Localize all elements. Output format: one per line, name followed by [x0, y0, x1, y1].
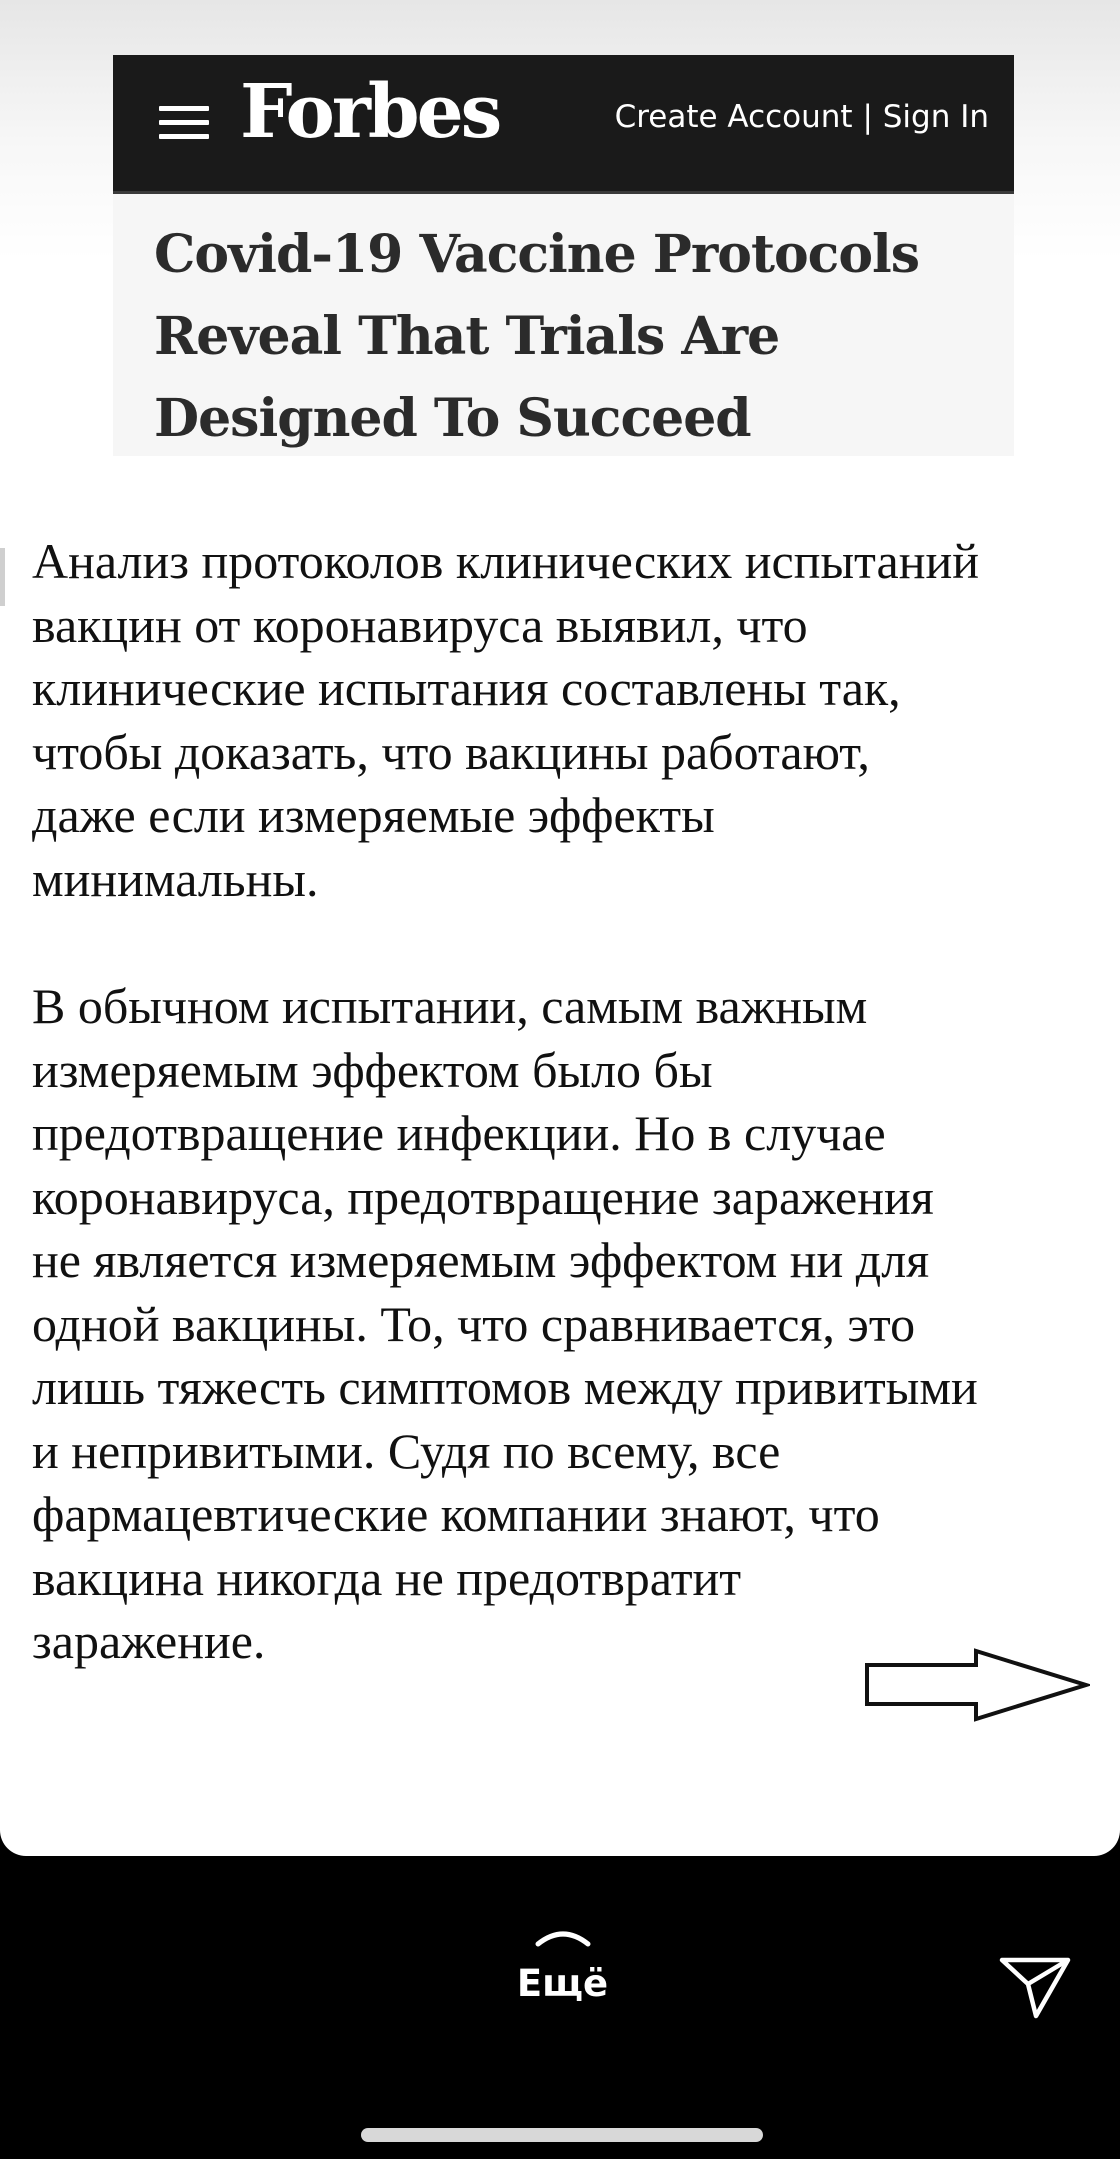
article-paragraph-1: Анализ протоколов клинических испытаний вакцин от коронавируса выявил, что клинические испытания составлены так, чтобы доказать, что вакцины работают, даже если измеряемые эффекты минимальны.: [32, 533, 979, 907]
more-button[interactable]: [500, 1922, 625, 2005]
paper-plane-icon[interactable]: [998, 1954, 1072, 2020]
article-headline: [154, 214, 994, 460]
more-label: Ещё: [516, 1962, 609, 2005]
edge-mark: [0, 548, 5, 606]
headline-box: [113, 194, 1014, 456]
home-indicator[interactable]: [361, 2128, 763, 2142]
headline-line-3: Designed To Succeed: [154, 388, 751, 449]
forbes-logo: Forbes: [240, 69, 500, 155]
article-paragraph-2: В обычном испытании, самым важным измеряемым эффектом было бы предотвращение инфекции. Но в случае коронавируса, предотвращение заражения не является измеряемым эффектом ни для одной вакцины. То, что сравнивается, это лишь тяжесть симптомов между привитыми и непривитыми. Судя по всему, все фармацевтические компании знают, что вакцина никогда не предотвратит заражение.: [32, 978, 978, 1669]
headline-line-1: Covid-19 Vaccine Protocols: [154, 224, 920, 285]
forbes-header: [113, 55, 1014, 194]
account-links: Create Account | Sign In: [614, 99, 989, 135]
headline-line-2: Reveal That Trials Are: [154, 306, 780, 367]
chevron-up-icon: [534, 1922, 592, 1950]
hamburger-icon: [159, 106, 209, 139]
arrow-right-icon: [864, 1648, 1090, 1722]
